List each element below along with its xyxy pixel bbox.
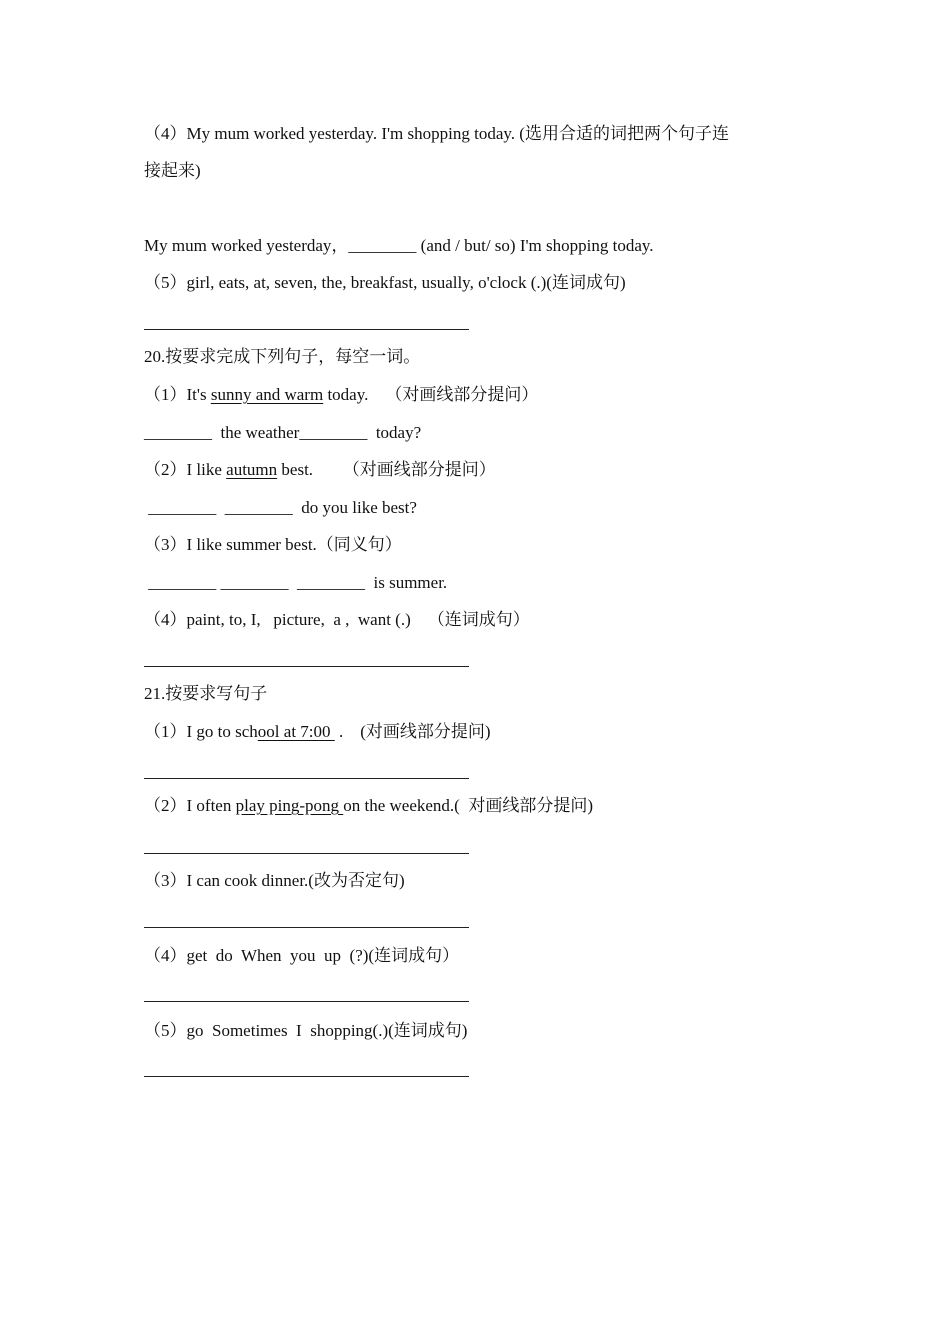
q20-item1-underlined: sunny and warm [210,385,324,404]
answer-line[interactable] [144,1076,469,1077]
q20-item2-pre: （2）I like [144,460,227,479]
q21-item1-post: . (对画线部分提问) [334,722,491,741]
answer-line[interactable] [144,778,469,779]
q21-item2-underlined: play ping-pong [235,796,344,815]
q21-item2-post: on the weekend.( 对画线部分提问) [343,796,594,815]
q19-item4-answer: My mum worked yesterday，________ (and / but/ so) I'm shopping today. [144,236,654,255]
answer-line[interactable] [144,927,469,928]
q20-item2-post: best. （对画线部分提问） [277,460,496,479]
q20-item1-answer: ________ the weather________ today? [144,423,422,442]
q21-item1 [144,721,491,743]
answer-line[interactable] [144,1001,469,1002]
q20-item1-post: today. （对画线部分提问） [323,385,539,404]
q21-item2-pre: （2）I often [144,796,236,815]
q20-item3-answer: ________ ________ ________ is summer. [144,573,448,592]
q20-item2-underlined: autumn [226,460,278,479]
answer-line[interactable] [144,329,469,330]
q21-item3-text: （3）I can cook dinner.(改为否定句) [144,871,405,890]
q20-item1 [144,384,538,406]
q21-item4-text: （4）get do When you up (?)(连词成句） [144,946,460,965]
q20-item2 [144,459,496,481]
q21-item1-underlined: ool at 7:00 [257,722,335,741]
q19-item4-line1: （4）My mum worked yesterday. I'm shopping today. (选用合适的词把两个句子连 [144,124,729,143]
q21-item1-pre: （1）I go to sch [144,722,258,741]
q21-item2 [144,795,593,817]
q19-item5-text: （5）girl, eats, at, seven, the, breakfast, usually, o'clock (.)(连词成句) [144,273,626,292]
q20-item3-text: （3）I like summer best.（同义句） [144,535,402,554]
answer-line[interactable] [144,666,469,667]
q21-item5-text: （5）go Sometimes I shopping(.)(连词成句) [144,1021,468,1040]
q20-item2-answer: ________ ________ do you like best? [144,498,417,517]
q20-item1-pre: （1）It's [144,385,211,404]
q20-item4-text: （4）paint, to, I, picture, a , want (.) （连词成句） [144,610,530,629]
q21-title: 21.按要求写句子 [144,684,268,703]
answer-line[interactable] [144,853,469,854]
q19-item4-line2: 接起来) [144,161,201,180]
q20-title: 20.按要求完成下列句子，每空一词。 [144,347,421,366]
